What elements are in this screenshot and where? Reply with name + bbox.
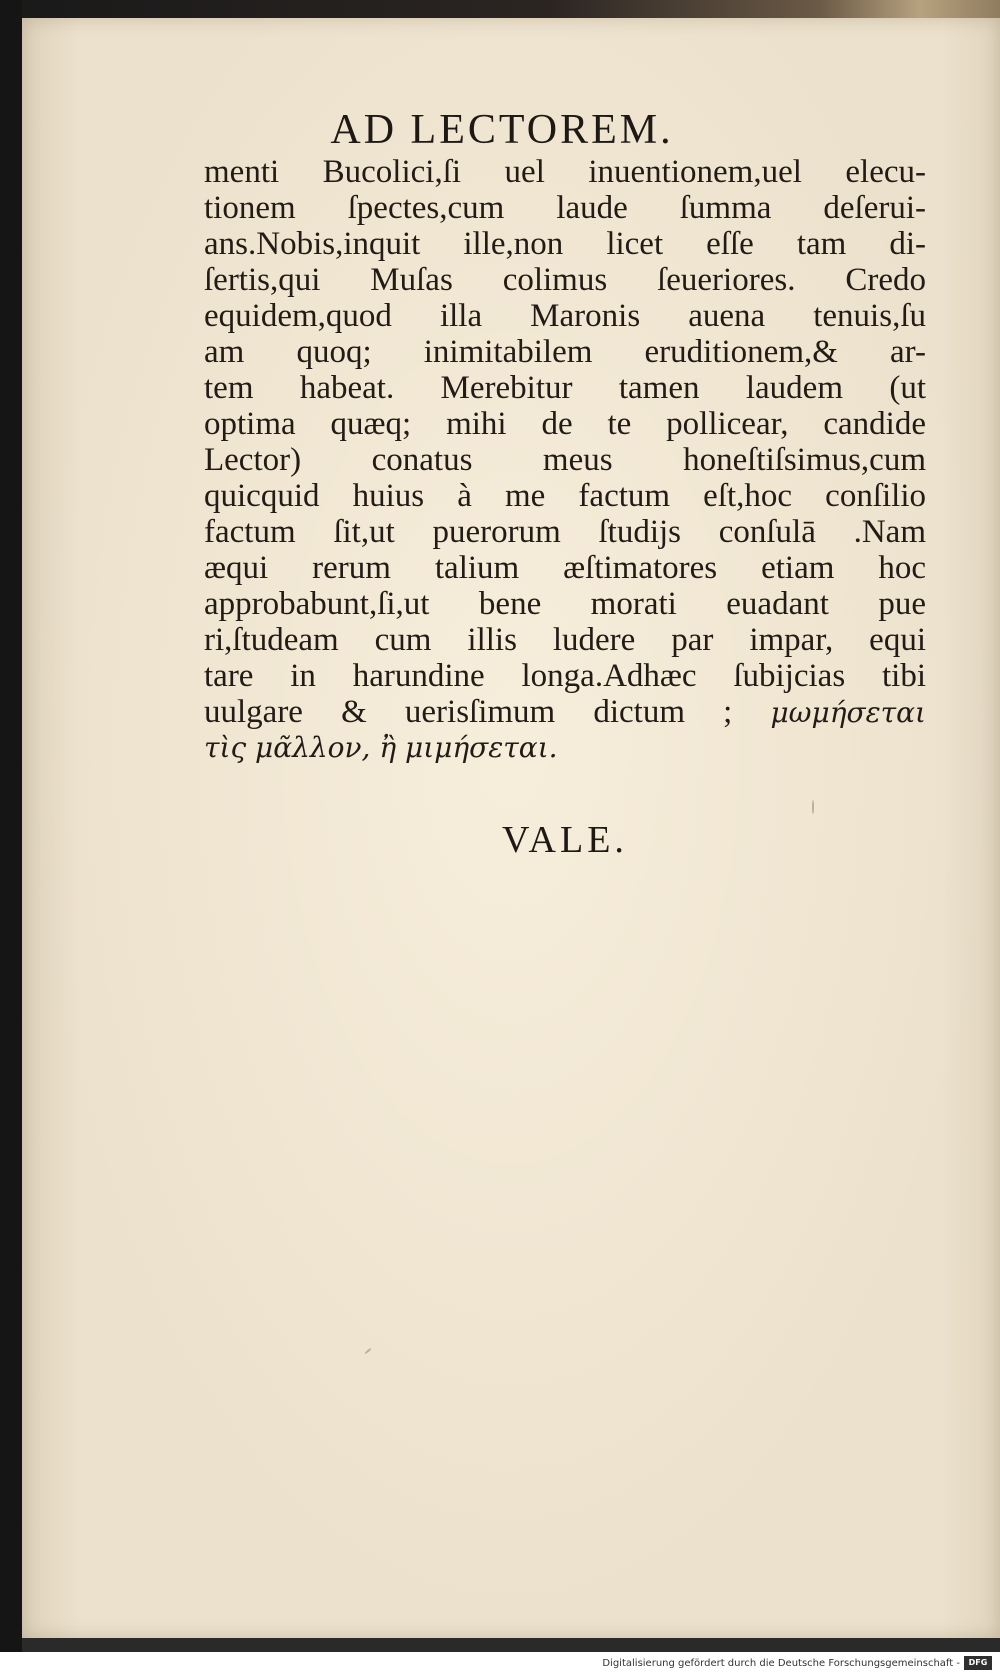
text-line: tionem ſpectes,cum laude ſumma deſerui- xyxy=(204,190,926,226)
text-line: optima quæq; mihi de te pollicear, candide xyxy=(204,406,926,442)
paper-mark xyxy=(812,800,814,814)
text-line: ri,ſtudeam cum illis ludere par impar, equi xyxy=(204,622,926,658)
running-head: AD LECTOREM. xyxy=(330,107,674,153)
greek-word: μωμήσεται xyxy=(770,696,926,729)
book-page xyxy=(22,18,1000,1638)
text-line-with-greek xyxy=(204,694,926,730)
text-line: ſertis,qui Muſas colimus ſeueriores. Credo xyxy=(204,262,926,298)
text-line: Lector) conatus meus honeſtiſsimus,cum xyxy=(204,442,926,478)
digitization-credit: Digitalisierung gefördert durch die Deutsche Forschungsgemeinschaft - xyxy=(602,1658,960,1669)
paper-mark xyxy=(364,1348,371,1355)
text-line: menti Bucolici,ſi uel inuentionem,uel elecu- xyxy=(204,154,926,190)
text-line-latin-part: uulgare & uerisſimum dictum ; xyxy=(204,694,733,730)
text-line: equidem,quod illa Maronis auena tenuis,ſu xyxy=(204,298,926,334)
closing-vale: VALE. xyxy=(502,819,628,861)
text-line: quicquid huius à me factum eſt,hoc conſilio xyxy=(204,478,926,514)
text-line: tem habeat. Merebitur tamen laudem (ut xyxy=(204,370,926,406)
dfg-logo: DFG xyxy=(964,1656,992,1670)
footer-bar xyxy=(0,1652,1000,1677)
text-line: æqui rerum talium æſtimatores etiam hoc xyxy=(204,550,926,586)
text-line: factum ſit,ut puerorum ſtudijs conſulā .Nam xyxy=(204,514,926,550)
text-line: tare in harundine longa.Adhæc ſubijcias tibi xyxy=(204,658,926,694)
greek-line: τὶς μᾶλλον, ἢ μιμήσεται. xyxy=(204,731,558,764)
text-line: ans.Nobis,inquit ille,non licet eſſe tam di- xyxy=(204,226,926,262)
text-line: am quoq; inimitabilem eruditionem,& ar- xyxy=(204,334,926,370)
body-text xyxy=(204,154,926,766)
book-left-edge xyxy=(0,0,22,1652)
text-line: approbabunt,ſi,ut bene morati euadant pue xyxy=(204,586,926,622)
